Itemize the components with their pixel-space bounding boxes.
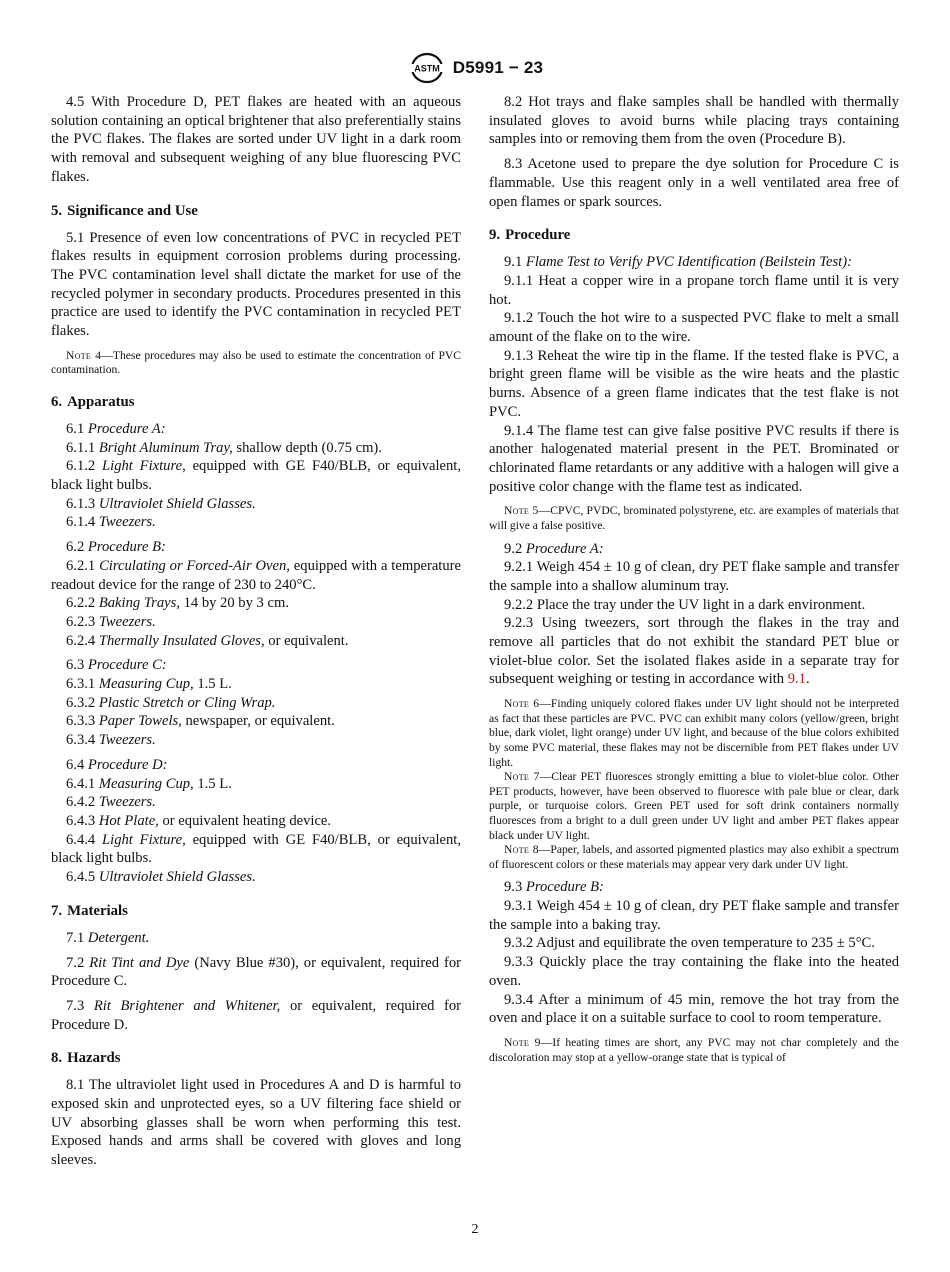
para-4-5: 4.5 With Procedure D, PET flakes are heated with an aqueous solution containing an optical brightener that also preferentially stains the PVC flakes. The flakes are sorted under UV light in a dark room with removal and subsequent weighing of any blue fluorescing PVC flakes. (51, 94, 461, 185)
item-6-1-1: 6.1.1 Bright Aluminum Tray, shallow depth (0.75 cm). (66, 439, 382, 456)
right-column (489, 93, 899, 1071)
item-6-4-1: 6.4.1 Measuring Cup, 1.5 L. (66, 775, 232, 792)
para-9-2-2: 9.2.2 Place the tray under the UV light in a dark environment. (504, 596, 866, 613)
para-9-3-3: 9.3.3 Quickly place the tray containing the flake into the heated oven. (489, 954, 899, 989)
item-6-3-3: 6.3.3 Paper Towels, newspaper, or equivalent. (66, 713, 335, 730)
item-9-1: 9.1 Flame Test to Verify PVC Identification (Beilstein Test): (504, 254, 852, 271)
para-9-2-3: 9.2.3 Using tweezers, sort through the flakes in the tray and remove all particles that do not exhibit the standard PET blue or violet-blue color. Set the isolated flakes aside in a separate tray for subsequent weighing or testing in accordance with 9.1. (489, 615, 899, 688)
document-designation: D5991 − 23 (452, 58, 544, 77)
item-6-3-4: 6.3.4 Tweezers. (66, 732, 156, 749)
para-9-1-3: 9.1.3 Reheat the wire tip in the flame. If the tested flake is PVC, a bright green flame will be visible as the wire heats and the plastic burns. Absence of a green flame indicates that the test flake is not PVC. (489, 347, 899, 420)
section-9-1-link[interactable]: 9.1 (787, 671, 806, 688)
note-8: Note 8—Paper, labels, and assorted pigmented plastics may also exhibit a spectrum of fluorescent colors or these materials may appear very dark under UV light. (489, 843, 899, 871)
item-6-3: 6.3 Procedure C: (66, 657, 167, 674)
item-6-4-5: 6.4.5 Ultraviolet Shield Glasses. (66, 869, 256, 886)
item-6-4-4: 6.4.4 Light Fixture, equipped with GE F40/BLB, or equivalent, black light bulbs. (51, 831, 462, 867)
item-9-3: 9.3 Procedure B: (504, 879, 604, 896)
para-9-3-2: 9.3.2 Adjust and equilibrate the oven temperature to 235 ± 5°C. (504, 935, 875, 952)
section-5-heading: 5. Significance and Use (51, 202, 198, 219)
section-9-heading: 9. Procedure (489, 227, 571, 244)
note-5: Note 5—CPVC, PVDC, brominated polystyrene, etc. are examples of materials that will give a false positive. (489, 504, 899, 532)
item-6-2: 6.2 Procedure B: (66, 539, 166, 556)
para-5-1: 5.1 Presence of even low concentrations of PVC in recycled PET flakes results in equipment corrosion problems during processing. The PVC contamination level shall dictate the market for use of the recycled polymer in secondary products. Procedures presented in this practice are used to identify the PVC contamination in recycled PET flakes. (51, 229, 461, 340)
section-6-heading: 6. Apparatus (51, 393, 135, 410)
note-6: Note 6—Finding uniquely colored flakes under UV light should not be interpreted as fact that these particles are PVC. PVC can exhibit many colors (yellow/green, bright blue, dark violet, light orange) under UV light, and because of the blue colors exhibited by some PVC material, these flakes may not be discernible from PET flakes under UV light. (489, 697, 899, 769)
item-6-2-3: 6.2.3 Tweezers. (66, 613, 156, 630)
para-8-3: 8.3 Acetone used to prepare the dye solution for Procedure C is flammable. Use this reagent only in a well ventilated area free of open flames or spark sources. (489, 156, 899, 210)
item-6-2-4: 6.2.4 Thermally Insulated Gloves, or equivalent. (66, 632, 349, 649)
page-number: 2 (471, 1222, 479, 1237)
section-8-heading: 8. Hazards (51, 1050, 121, 1067)
para-9-2-1: 9.2.1 Weigh 454 ± 10 g of clean, dry PET flake sample and transfer the sample into a shallow aluminum tray. (489, 559, 899, 594)
para-8-1: 8.1 The ultraviolet light used in Procedures A and D is harmful to exposed skin and unprotected eyes, so a UV filtering face shield or UV absorbing glasses shall be worn when performing this test. Exposed hands and arms shall be covered with gloves and long sleeves. (51, 1077, 461, 1169)
astm-logo-icon (407, 52, 447, 84)
item-6-3-1: 6.3.1 Measuring Cup, 1.5 L. (66, 676, 232, 693)
item-6-4-2: 6.4.2 Tweezers. (66, 794, 156, 811)
item-6-1-2: 6.1.2 Light Fixture, equipped with GE F40/BLB, or equivalent, black light bulbs. (51, 458, 462, 494)
note-9: Note 9—If heating times are short, any PVC may not char completely and the discoloration may stop at a yellow-orange state that is typical of (489, 1035, 900, 1064)
item-6-1-3: 6.1.3 Ultraviolet Shield Glasses. (66, 495, 256, 512)
para-9-1-1: 9.1.1 Heat a copper wire in a propane torch flame until it is very hot. (489, 272, 899, 308)
item-6-4-3: 6.4.3 Hot Plate, or equivalent heating device. (66, 812, 332, 829)
item-6-3-2: 6.3.2 Plastic Stretch or Cling Wrap. (66, 694, 276, 711)
page-header (0, 50, 950, 86)
item-7-2: 7.2 Rit Tint and Dye (Navy Blue #30), or equivalent, required for Procedure C. (51, 954, 461, 990)
para-9-1-2: 9.1.2 Touch the hot wire to a suspected PVC flake to melt a small amount of the flake on to the wire. (489, 310, 899, 346)
para-8-2: 8.2 Hot trays and flake samples shall be handled with thermally insulated gloves to avoid burns while placing trays containing samples into or removing them from the oven (Procedure B). (489, 94, 899, 148)
left-column (51, 93, 461, 1170)
item-6-1-4: 6.1.4 Tweezers. (66, 514, 156, 531)
item-7-1: 7.1 Detergent. (66, 929, 150, 946)
note-7: Note 7—Clear PET fluoresces strongly emitting a blue to violet-blue color. Other PET products, however, have been observed to fluoresce with pale blue or clear, dark purple, or turquoise colors. Green PET used for soft drink containers normally fluoresces from a bright to a dull green under UV light and amber PET flakes appear black under UV light. (489, 770, 899, 842)
note-4: Note 4—These procedures may also be used to estimate the concentration of PVC contamination. (51, 348, 462, 377)
item-9-2: 9.2 Procedure A: (504, 540, 604, 557)
item-7-3: 7.3 Rit Brightener and Whitener, or equivalent, required for Procedure D. (51, 997, 461, 1033)
para-9-1-4: 9.1.4 The flame test can give false positive PVC results if there is another halogenated material present in the PET. Brominated or chlorinated flame retardants or any additive with a halogen will give a positive color change with the flame test as indicated. (489, 422, 899, 495)
item-6-4: 6.4 Procedure D: (66, 756, 168, 773)
item-6-2-2: 6.2.2 Baking Trays, 14 by 20 by 3 cm. (66, 595, 289, 612)
para-9-3-1: 9.3.1 Weigh 454 ± 10 g of clean, dry PET flake sample and transfer the sample into a baking tray. (489, 898, 899, 933)
svg-text:ASTM: ASTM (414, 63, 440, 74)
item-6-1: 6.1 Procedure A: (66, 420, 166, 437)
section-7-heading: 7. Materials (51, 902, 128, 919)
item-6-2-1: 6.2.1 Circulating or Forced-Air Oven, equipped with a temperature readout device for the range of 230 to 240°C. (51, 557, 461, 593)
para-9-3-4: 9.3.4 After a minimum of 45 min, remove the hot tray from the oven and place it on a suitable surface to cool to room temperature. (489, 991, 899, 1027)
